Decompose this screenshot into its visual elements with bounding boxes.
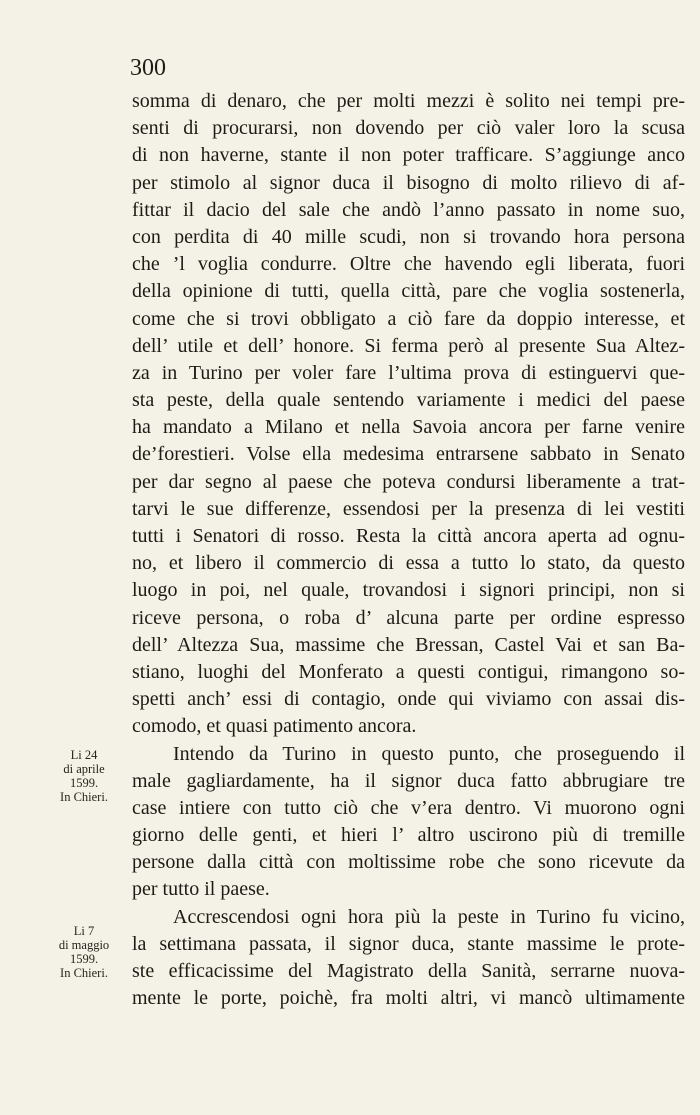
text-line: giorno delle genti, et hieri l’ altro uscirono più di tremille (132, 824, 685, 847)
text-line: di non haverne, stante il non poter trafficare. S’aggiunge anco (132, 144, 685, 167)
margin-note-line: di maggio (58, 938, 110, 952)
text-line: comodo, et quasi patimento ancora. (132, 715, 417, 738)
main-text (132, 88, 685, 1012)
text-line: male gagliardamente, ha il signor duca fatto abbrugiare tre (132, 769, 685, 792)
margin-note-line: In Chieri. (60, 790, 108, 804)
text-line: de’forestieri. Volse ella medesima entrarsene sabbato in Senato (132, 443, 685, 466)
text-line: sta peste, della quale sentendo variamente i medici del paese (132, 389, 685, 412)
margin-note-line: Li 24 (70, 748, 98, 762)
text-line: somma di denaro, che per molti mezzi è solito nei tempi pre- (132, 90, 685, 112)
text-line: persone dalla città con moltissime robe che sono ricevute da (132, 851, 685, 874)
text-line: per stimolo al signor duca il bisogno di molto rilievo di af- (132, 171, 685, 194)
page-number: 300 (130, 55, 166, 81)
text-line: come che si trovi obbligato a ciò fare da doppio interesse, et (132, 307, 685, 330)
text-line: Accrescendosi ogni hora più la peste in Turino fu vicino, (173, 905, 685, 928)
text-line: no, et libero il commercio di essa a tutto lo stato, da questo (132, 552, 685, 575)
text-line: per tutto il paese. (132, 878, 270, 901)
text-line: luogo in poi, nel quale, trovandosi i signori principi, non si (132, 579, 685, 602)
text-line: mente le porte, poichè, fra molti altri, vi mancò ultimamente (132, 987, 685, 1010)
margin-note-line: Li 7 (73, 924, 95, 938)
text-line: stiano, luoghi del Monferato a questi contigui, rimangono so- (132, 660, 685, 683)
text-line: tutti i Senatori di rosso. Resta la città ancora aperta ad ognu- (132, 525, 685, 547)
text-line: Intendo da Turino in questo punto, che proseguendo il (173, 742, 685, 765)
margin-note-line: di aprile (63, 762, 105, 776)
margin-note-april (48, 748, 120, 804)
text-line: ha mandato a Milano et nella Savoia ancora per farne venire (132, 416, 685, 439)
text-line: tarvi le sue differenze, essendosi per la presenza di lei vestiti (132, 497, 685, 520)
text-line: case intiere con tutto ciò che v’era dentro. Vi muorono ogni (132, 796, 685, 819)
margin-note-line: 1599. (69, 952, 99, 966)
margin-note-may (48, 924, 120, 980)
text-line: della opinione di tutti, quella città, pare che voglia sostenerla, (132, 280, 685, 303)
text-line: ste efficacissime del Magistrato della Sanità, serrarne nuova- (132, 960, 685, 982)
text-line: senti di procurarsi, non dovendo per ciò valer loro la scusa (132, 117, 685, 140)
text-line: dell’ utile et dell’ honore. Si ferma però al presente Sua Altez- (132, 334, 685, 357)
text-line: che ’l voglia condurre. Oltre che havendo egli liberata, fuori (132, 253, 685, 276)
text-line: fittar il dacio del sale che andò l’anno passato in nome suo, (132, 198, 685, 221)
text-line: spetti anch’ essi di contagio, onde qui viviamo con assai dis- (132, 688, 685, 711)
text-line: la settimana passata, il signor duca, stante massime le prote- (132, 932, 685, 955)
text-line: riceve persona, o roba d’ alcuna parte per ordine espresso (132, 606, 685, 629)
margin-note-line: 1599. (69, 776, 99, 790)
text-line: dell’ Altezza Sua, massime che Bressan, Castel Vai et san Ba- (132, 633, 685, 656)
margin-note-line: In Chieri. (60, 966, 108, 980)
text-line: per dar segno al paese che poteva condursi liberamente a trat- (132, 470, 685, 493)
text-line: za in Turino per voler fare l’ultima prova di estinguervi que- (132, 361, 685, 384)
text-line: con perdita di 40 mille scudi, non si trovando hora persona (132, 225, 685, 248)
